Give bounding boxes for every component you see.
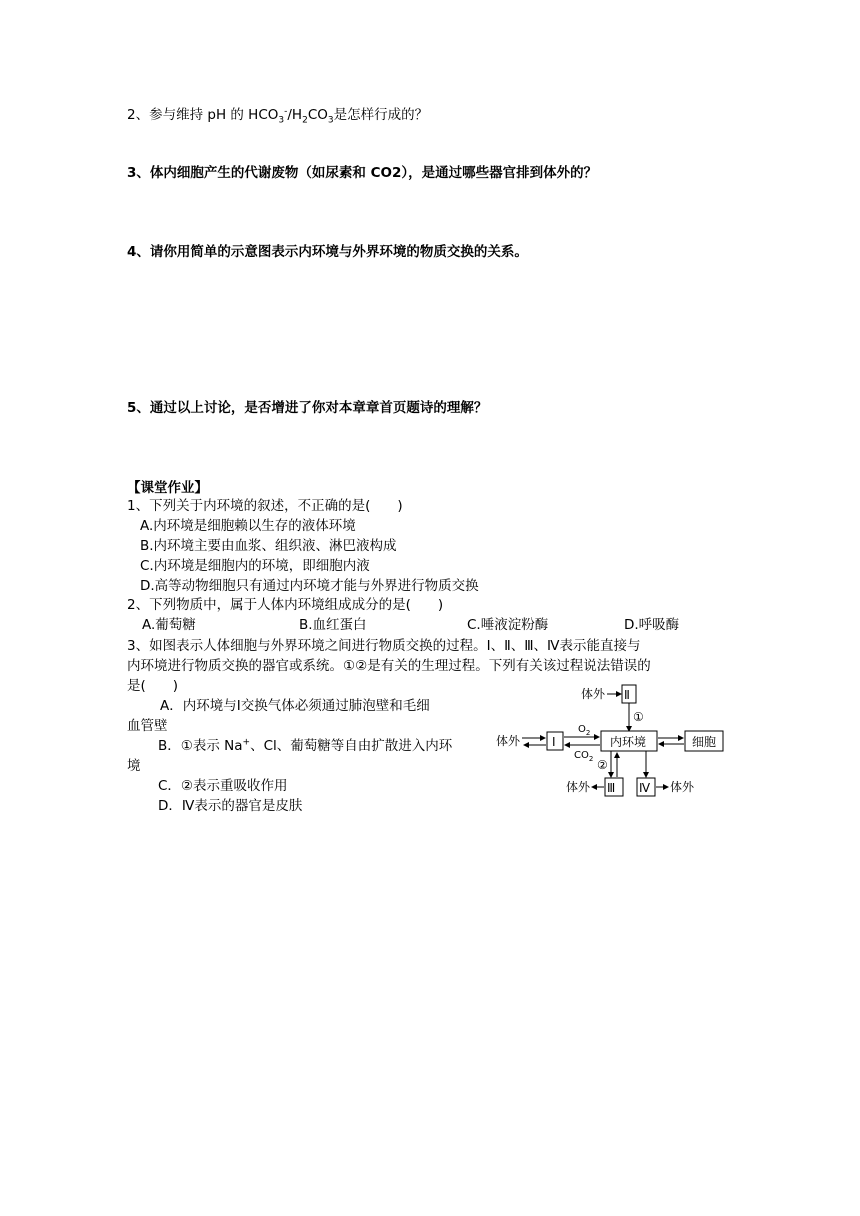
- hw-q3-stem-line2: 内环境进行物质交换的器官或系统。①②是有关的生理过程。下列有关该过程说法错误的: [127, 658, 651, 674]
- hw-q3-option-a-line1: A．内环境与Ⅰ交换气体必须通过肺泡壁和毛细: [160, 698, 430, 714]
- hw-q3-option-b-pre: B．①表示 Na: [158, 738, 243, 754]
- label-co2: $CO_2$: [574, 750, 594, 763]
- hw-q2-stem: 2、下列物质中，属于人体内环境组成成分的是( ): [127, 597, 444, 613]
- q2-sup1: -: [284, 106, 288, 117]
- discussion-q4: 4、请你用简单的示意图表示内环境与外界环境的物质交换的关系。: [127, 244, 528, 260]
- hw-q3-option-b-post: 、Cl、葡萄糖等自由扩散进入内环: [250, 738, 453, 754]
- hw-q2-option-a: A.葡萄糖: [142, 617, 196, 633]
- hw-q2-option-c: C.唾液淀粉酶: [467, 617, 549, 633]
- circle-one: ①: [633, 710, 644, 724]
- exchange-diagram: [488, 680, 748, 805]
- circle-two: ②: [597, 758, 608, 772]
- hw-q3-option-c: C．②表示重吸收作用: [158, 778, 288, 794]
- homework-heading: 【课堂作业】: [127, 480, 208, 496]
- q2-text-mid2: CO: [307, 107, 328, 123]
- q2-text-prefix: 2、参与维持 pH 的 HCO: [127, 107, 279, 123]
- discussion-q2: [127, 105, 428, 125]
- hw-q1-option-a: A.内环境是细胞赖以生存的液体环境: [140, 518, 356, 534]
- label-o2: $O_2$: [578, 724, 591, 737]
- q2-sub2: 2: [302, 115, 308, 126]
- hw-q3-stem-line3: 是( ): [127, 678, 179, 694]
- hw-q1-option-b: B.内环境主要由血浆、组织液、淋巴液构成: [140, 538, 397, 554]
- q2-sub3: 3: [327, 115, 334, 126]
- hw-q3-option-d: D．Ⅳ表示的器官是皮肤: [158, 798, 303, 814]
- label-outside-bottom-right: 体外: [670, 780, 695, 794]
- hw-q1-option-d: D.高等动物细胞只有通过内环境才能与外界进行物质交换: [140, 578, 479, 594]
- label-outside-top: 体外: [581, 687, 606, 701]
- discussion-q3: 3、体内细胞产生的代谢废物（如尿素和 CO2），是通过哪些器官排到体外的？: [127, 165, 598, 181]
- q2-text-mid: /H: [287, 107, 303, 123]
- inner-environment-label: 内环境: [610, 735, 647, 749]
- hw-q3-option-b-line1: [158, 736, 452, 756]
- hw-q3-option-a-line2: 血管壁: [127, 718, 168, 734]
- hw-q3-option-b-line2: 境: [127, 758, 141, 774]
- hw-q3-option-b-sup: +: [242, 737, 251, 748]
- box-I-label: Ⅰ: [552, 735, 556, 749]
- hw-q1-stem: 1、下列关于内环境的叙述，不正确的是( ): [127, 498, 403, 514]
- cell-label: 细胞: [692, 735, 717, 749]
- hw-q3-stem-line1: 3、如图表示人体细胞与外界环境之间进行物质交换的过程。Ⅰ、Ⅱ、Ⅲ、Ⅳ表示能直接与: [127, 638, 641, 654]
- q2-text-suffix: 是怎样行成的？: [333, 107, 429, 123]
- box-IV-label: Ⅳ: [639, 781, 651, 795]
- hw-q1-option-c: C.内环境是细胞内的环境，即细胞内液: [140, 558, 370, 574]
- box-III-label: Ⅲ: [607, 781, 616, 795]
- label-outside-bottom-left: 体外: [566, 780, 591, 794]
- discussion-q5: 5、通过以上讨论，是否增进了你对本章章首页题诗的理解？: [127, 400, 488, 416]
- q2-sub1: 3: [278, 115, 285, 126]
- hw-q2-option-d: D.呼吸酶: [624, 617, 680, 633]
- box-II-label: Ⅱ: [624, 688, 630, 702]
- label-outside-left: 体外: [496, 734, 521, 748]
- hw-q2-option-b: B.血红蛋白: [299, 617, 367, 633]
